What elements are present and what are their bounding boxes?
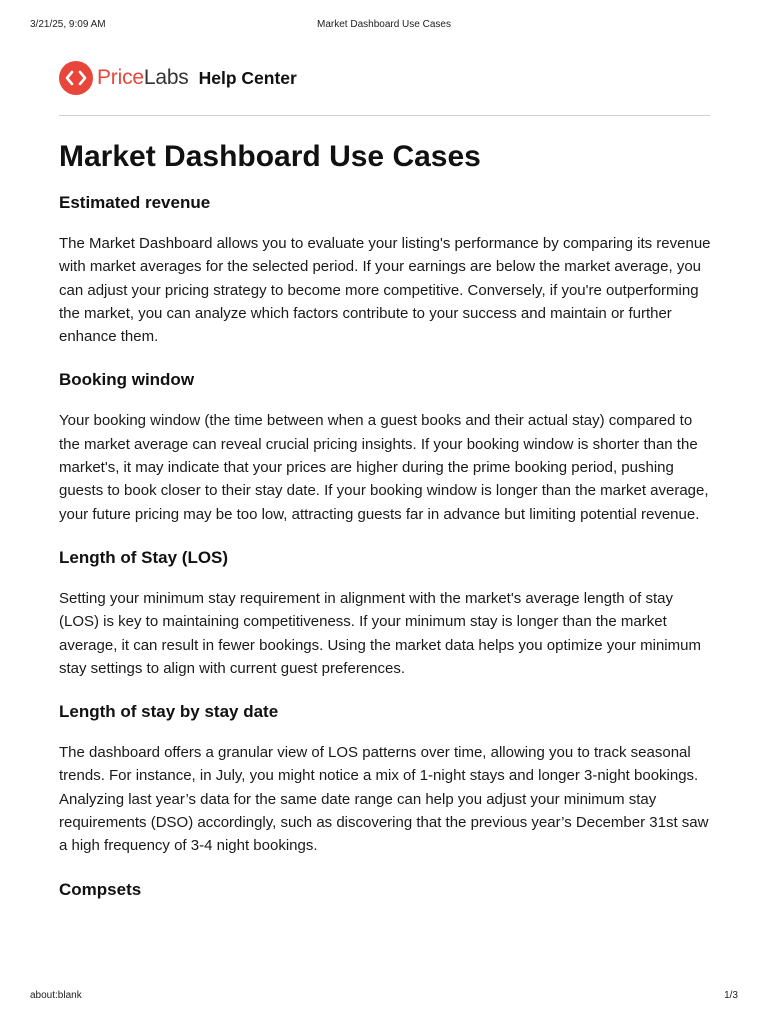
- section-body-booking-window: Your booking window (the time between when a guest books and their actual stay) compared to the market average can reveal crucial pricing insights. If your booking window is shorter than the market's, it may indicate that your prices are higher during the prime booking period, pushing guests to book closer to their stay date. If your booking window is longer than the market average, your future pricing may be too low, attracting guests far in advance but limiting potential revenue.: [59, 412, 709, 523]
- print-date: 3/21/25, 9:09 AM: [30, 19, 106, 30]
- section-heading-estimated-revenue: Estimated revenue: [59, 193, 211, 212]
- section-heading-los-by-stay-date: Length of stay by stay date: [59, 702, 279, 722]
- print-footer: [30, 990, 738, 1004]
- logo-word-labs: Labs: [143, 66, 189, 89]
- pricelabs-logo[interactable]: [97, 66, 189, 90]
- article-title: Market Dashboard Use Cases: [59, 140, 481, 173]
- header-divider: [59, 115, 710, 116]
- section-heading-length-of-stay: Length of Stay (LOS): [59, 547, 229, 567]
- print-page-number: 1/3: [724, 990, 738, 1001]
- print-header: [30, 19, 738, 33]
- article-content: [59, 136, 711, 902]
- brand-header: [59, 60, 297, 96]
- logo-word-price: Price: [97, 66, 144, 89]
- section-heading-booking-window: Booking window: [59, 370, 195, 390]
- section-body-length-of-stay: Setting your minimum stay requirement in alignment with the market's average length of stay (LOS) is key to maintaining competitiveness. If your minimum stay is longer than the market average, it can result in fewer bookings. Using the market data helps you optimize your minimum stay settings to align with current guest preferences.: [59, 589, 701, 677]
- print-url: about:blank: [30, 990, 82, 1001]
- print-doc-title: Market Dashboard Use Cases: [317, 19, 451, 30]
- code-brackets-icon[interactable]: [59, 61, 93, 95]
- section-body-los-by-stay-date: The dashboard offers a granular view of LOS patterns over time, allowing you to track seasonal trends. For instance, in July, you might notice a mix of 1-night stays and longer 3-night bookings. Analyzing last year’s data for the same date range can help you adjust your minimum stay requirements (DSO) accordingly, such as discovering that the previous year’s December 31st saw a high frequency of 3-4 night bookings.: [59, 744, 709, 855]
- section-body-estimated-revenue: The Market Dashboard allows you to evaluate your listing's performance by comparing its revenue with market averages for the selected period. If your earnings are below the market average, you can adjust your pricing strategy to become more competitive. Conversely, if you're outperforming the market, you can analyze which factors contribute to your success and maintain or further enhance them.: [59, 235, 711, 346]
- section-heading-compsets: Compsets: [59, 879, 142, 899]
- help-center-link[interactable]: Help Center: [198, 67, 297, 88]
